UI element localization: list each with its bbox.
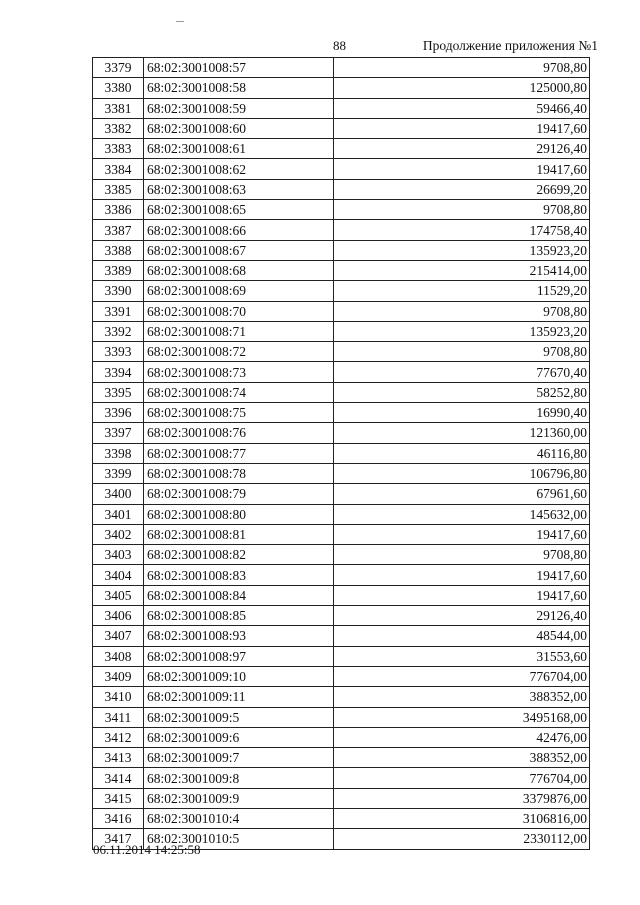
cadastral-value: 77670,40 bbox=[334, 362, 590, 382]
cadastral-number: 68:02:3001008:75 bbox=[144, 403, 334, 423]
row-number: 3394 bbox=[93, 362, 144, 382]
cadastral-value: 121360,00 bbox=[334, 423, 590, 443]
table-row bbox=[93, 463, 590, 483]
cadastral-value: 3106816,00 bbox=[334, 808, 590, 828]
cadastral-number: 68:02:3001009:5 bbox=[144, 707, 334, 727]
table-row bbox=[93, 687, 590, 707]
table-row bbox=[93, 748, 590, 768]
cadastral-value: 46116,80 bbox=[334, 443, 590, 463]
row-number: 3390 bbox=[93, 281, 144, 301]
row-number: 3383 bbox=[93, 139, 144, 159]
cadastral-number: 68:02:3001008:83 bbox=[144, 565, 334, 585]
table-row bbox=[93, 606, 590, 626]
cadastral-number: 68:02:3001008:78 bbox=[144, 463, 334, 483]
cadastral-value: 9708,80 bbox=[334, 301, 590, 321]
cadastral-value: 135923,20 bbox=[334, 321, 590, 341]
row-number: 3388 bbox=[93, 240, 144, 260]
cadastral-value: 135923,20 bbox=[334, 240, 590, 260]
cadastral-number: 68:02:3001008:61 bbox=[144, 139, 334, 159]
row-number: 3398 bbox=[93, 443, 144, 463]
row-number: 3389 bbox=[93, 260, 144, 280]
table-row bbox=[93, 179, 590, 199]
row-number: 3391 bbox=[93, 301, 144, 321]
row-number: 3411 bbox=[93, 707, 144, 727]
cadastral-value: 9708,80 bbox=[334, 342, 590, 362]
table-row bbox=[93, 159, 590, 179]
cadastral-value: 3495168,00 bbox=[334, 707, 590, 727]
cadastral-value: 145632,00 bbox=[334, 504, 590, 524]
table-row bbox=[93, 321, 590, 341]
cadastral-number: 68:02:3001008:82 bbox=[144, 545, 334, 565]
cadastral-value: 776704,00 bbox=[334, 666, 590, 686]
table-row bbox=[93, 260, 590, 280]
table-row bbox=[93, 403, 590, 423]
cadastral-number: 68:02:3001008:79 bbox=[144, 484, 334, 504]
row-number: 3392 bbox=[93, 321, 144, 341]
row-number: 3406 bbox=[93, 606, 144, 626]
table-row bbox=[93, 98, 590, 118]
table-row bbox=[93, 423, 590, 443]
row-number: 3410 bbox=[93, 687, 144, 707]
row-number: 3401 bbox=[93, 504, 144, 524]
row-number: 3393 bbox=[93, 342, 144, 362]
cadastral-number: 68:02:3001008:58 bbox=[144, 78, 334, 98]
table-row bbox=[93, 585, 590, 605]
cadastral-value: 29126,40 bbox=[334, 606, 590, 626]
row-number: 3386 bbox=[93, 200, 144, 220]
row-number: 3380 bbox=[93, 78, 144, 98]
row-number: 3384 bbox=[93, 159, 144, 179]
cadastral-number: 68:02:3001009:7 bbox=[144, 748, 334, 768]
table-row bbox=[93, 443, 590, 463]
row-number: 3408 bbox=[93, 646, 144, 666]
cadastral-value: 26699,20 bbox=[334, 179, 590, 199]
cadastral-value: 19417,60 bbox=[334, 159, 590, 179]
table-row bbox=[93, 118, 590, 138]
table-row bbox=[93, 220, 590, 240]
table-row bbox=[93, 342, 590, 362]
table-row bbox=[93, 646, 590, 666]
table-row bbox=[93, 58, 590, 78]
cadastral-value: 59466,40 bbox=[334, 98, 590, 118]
cadastral-number: 68:02:3001009:6 bbox=[144, 727, 334, 747]
table-body bbox=[93, 58, 590, 850]
table-row bbox=[93, 524, 590, 544]
cadastral-value: 106796,80 bbox=[334, 463, 590, 483]
row-number: 3399 bbox=[93, 463, 144, 483]
cadastral-value: 19417,60 bbox=[334, 524, 590, 544]
cadastral-value: 31553,60 bbox=[334, 646, 590, 666]
row-number: 3382 bbox=[93, 118, 144, 138]
cadastral-number: 68:02:3001009:8 bbox=[144, 768, 334, 788]
table-row bbox=[93, 626, 590, 646]
cadastral-number: 68:02:3001009:11 bbox=[144, 687, 334, 707]
row-number: 3396 bbox=[93, 403, 144, 423]
table-row bbox=[93, 281, 590, 301]
row-number: 3415 bbox=[93, 788, 144, 808]
cadastral-value: 11529,20 bbox=[334, 281, 590, 301]
cadastral-value: 174758,40 bbox=[334, 220, 590, 240]
cadastral-number: 68:02:3001010:5 bbox=[144, 829, 334, 849]
cadastral-value: 776704,00 bbox=[334, 768, 590, 788]
scan-mark bbox=[176, 21, 184, 22]
cadastral-number: 68:02:3001008:97 bbox=[144, 646, 334, 666]
cadastral-value: 2330112,00 bbox=[334, 829, 590, 849]
cadastral-number: 68:02:3001010:4 bbox=[144, 808, 334, 828]
table-row bbox=[93, 545, 590, 565]
cadastral-number: 68:02:3001008:73 bbox=[144, 362, 334, 382]
table-row bbox=[93, 788, 590, 808]
table-row bbox=[93, 808, 590, 828]
cadastral-number: 68:02:3001008:84 bbox=[144, 585, 334, 605]
table-row bbox=[93, 666, 590, 686]
cadastral-number: 68:02:3001008:60 bbox=[144, 118, 334, 138]
cadastral-value: 9708,80 bbox=[334, 545, 590, 565]
table-row bbox=[93, 78, 590, 98]
page-header-title: Продолжение приложения №1 bbox=[422, 38, 598, 53]
cadastral-number: 68:02:3001008:77 bbox=[144, 443, 334, 463]
cadastral-number: 68:02:3001008:85 bbox=[144, 606, 334, 626]
row-number: 3397 bbox=[93, 423, 144, 443]
cadastral-value: 9708,80 bbox=[334, 58, 590, 78]
table-row bbox=[93, 382, 590, 402]
row-number: 3385 bbox=[93, 179, 144, 199]
row-number: 3407 bbox=[93, 626, 144, 646]
row-number: 3379 bbox=[93, 58, 144, 78]
cadastral-number: 68:02:3001008:80 bbox=[144, 504, 334, 524]
table-row bbox=[93, 240, 590, 260]
cadastral-value: 29126,40 bbox=[334, 139, 590, 159]
cadastral-number: 68:02:3001008:76 bbox=[144, 423, 334, 443]
row-number: 3403 bbox=[93, 545, 144, 565]
cadastral-value: 388352,00 bbox=[334, 687, 590, 707]
cadastral-value: 19417,60 bbox=[334, 565, 590, 585]
cadastral-value: 9708,80 bbox=[334, 200, 590, 220]
table-row bbox=[93, 504, 590, 524]
row-number: 3413 bbox=[93, 748, 144, 768]
cadastral-value: 125000,80 bbox=[334, 78, 590, 98]
cadastral-number: 68:02:3001008:70 bbox=[144, 301, 334, 321]
cadastral-number: 68:02:3001009:9 bbox=[144, 788, 334, 808]
cadastral-value: 58252,80 bbox=[334, 382, 590, 402]
row-number: 3402 bbox=[93, 524, 144, 544]
cadastral-value: 3379876,00 bbox=[334, 788, 590, 808]
table-row bbox=[93, 707, 590, 727]
cadastral-number: 68:02:3001008:59 bbox=[144, 98, 334, 118]
cadastre-table bbox=[92, 57, 590, 850]
table-row bbox=[93, 565, 590, 585]
row-number: 3404 bbox=[93, 565, 144, 585]
cadastral-value: 19417,60 bbox=[334, 585, 590, 605]
cadastral-value: 48544,00 bbox=[334, 626, 590, 646]
row-number: 3400 bbox=[93, 484, 144, 504]
row-number: 3405 bbox=[93, 585, 144, 605]
cadastral-value: 42476,00 bbox=[334, 727, 590, 747]
table-row bbox=[93, 727, 590, 747]
cadastral-value: 388352,00 bbox=[334, 748, 590, 768]
row-number: 3412 bbox=[93, 727, 144, 747]
cadastral-value: 67961,60 bbox=[334, 484, 590, 504]
row-number: 3381 bbox=[93, 98, 144, 118]
table-row bbox=[93, 768, 590, 788]
cadastral-number: 68:02:3001008:68 bbox=[144, 260, 334, 280]
row-number: 3416 bbox=[93, 808, 144, 828]
cadastral-number: 68:02:3001008:72 bbox=[144, 342, 334, 362]
page-number: 88 bbox=[333, 38, 346, 53]
table-row bbox=[93, 362, 590, 382]
cadastral-number: 68:02:3001008:74 bbox=[144, 382, 334, 402]
cadastral-number: 68:02:3001008:71 bbox=[144, 321, 334, 341]
cadastral-number: 68:02:3001008:66 bbox=[144, 220, 334, 240]
cadastral-value: 16990,40 bbox=[334, 403, 590, 423]
row-number: 3387 bbox=[93, 220, 144, 240]
row-number: 3417 bbox=[93, 829, 144, 849]
cadastral-value: 215414,00 bbox=[334, 260, 590, 280]
cadastral-number: 68:02:3001008:93 bbox=[144, 626, 334, 646]
row-number: 3414 bbox=[93, 768, 144, 788]
row-number: 3395 bbox=[93, 382, 144, 402]
table-row bbox=[93, 139, 590, 159]
table-row bbox=[93, 484, 590, 504]
footer-timestamp: 06.11.2014 14:25:58 bbox=[93, 842, 201, 857]
cadastral-value: 19417,60 bbox=[334, 118, 590, 138]
table-row bbox=[93, 200, 590, 220]
cadastral-number: 68:02:3001008:69 bbox=[144, 281, 334, 301]
cadastral-number: 68:02:3001008:67 bbox=[144, 240, 334, 260]
cadastral-number: 68:02:3001009:10 bbox=[144, 666, 334, 686]
cadastral-number: 68:02:3001008:62 bbox=[144, 159, 334, 179]
table-row bbox=[93, 301, 590, 321]
cadastral-number: 68:02:3001008:65 bbox=[144, 200, 334, 220]
cadastral-number: 68:02:3001008:57 bbox=[144, 58, 334, 78]
cadastral-number: 68:02:3001008:81 bbox=[144, 524, 334, 544]
cadastral-number: 68:02:3001008:63 bbox=[144, 179, 334, 199]
row-number: 3409 bbox=[93, 666, 144, 686]
